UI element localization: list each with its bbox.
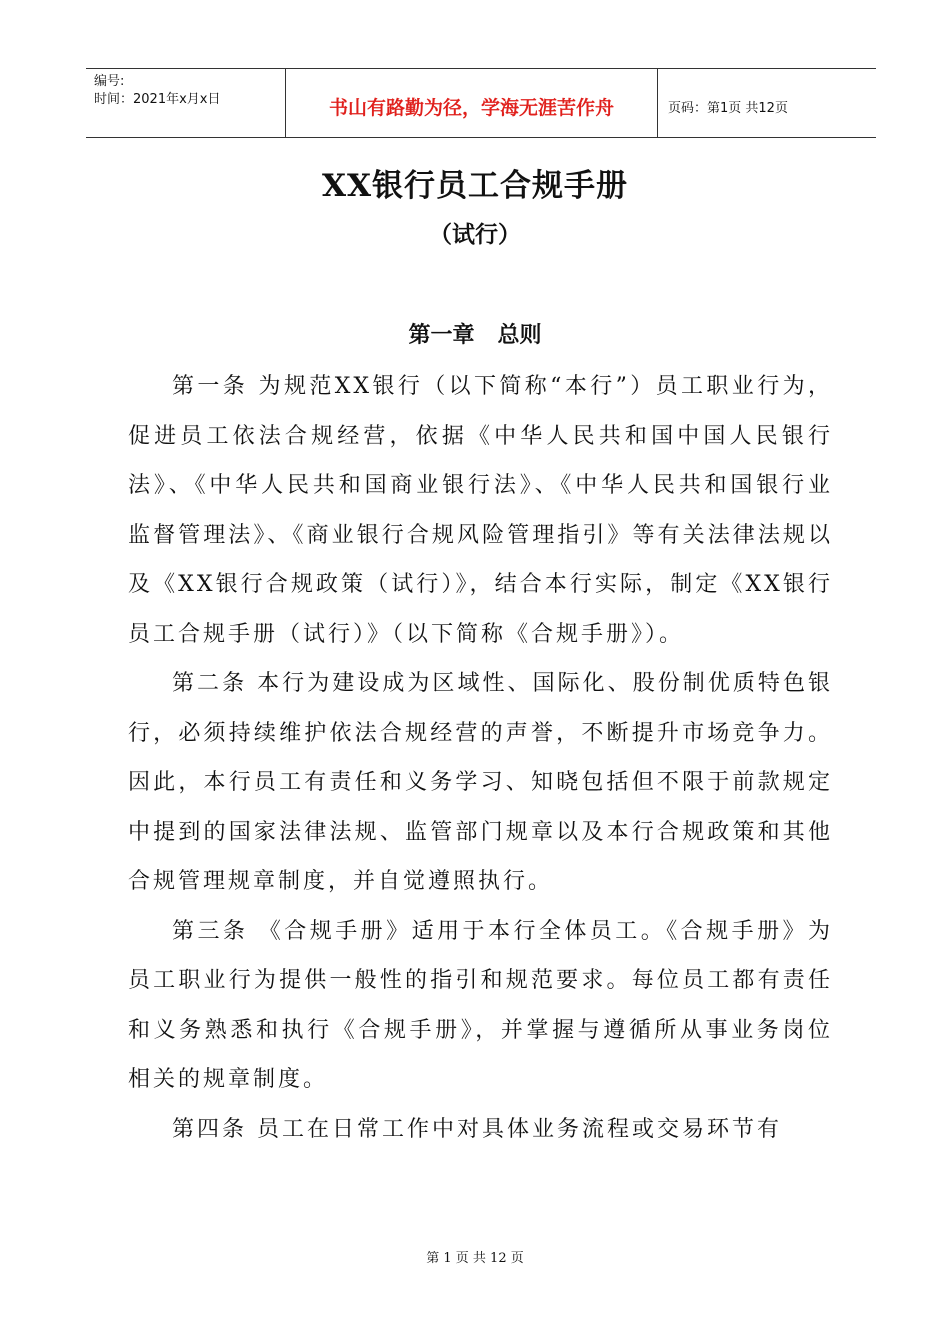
page-footer: 第 1 页 共 12 页	[426, 1251, 524, 1266]
document-title: XX银行员工合规手册	[321, 168, 629, 204]
article-1: 第一条 为规范XX银行（以下简称“本行”）员工职业行为，促进员工依法合规经营，依据《中华人民共和国中国人民银行法》、《中华人民共和国商业银行法》、《中华人民共和国银行业监督管理法》、《商业银行合规风险管理指引》等有关法律法规以及《XX银行合规政策（试行）》，结合本行实际，制定《XX银行员工合规手册（试行）》（以下简称《合规手册》）。	[128, 374, 833, 647]
header-page-info: 页码：第1页 共12页	[668, 100, 788, 116]
number-label: 编号:	[94, 74, 125, 89]
document-body	[128, 362, 833, 1154]
time-label: 时间：2021年x月x日	[94, 92, 221, 107]
article-4: 第四条 员工在日常工作中对具体业务流程或交易环节有	[172, 1116, 782, 1142]
header-motto: 书山有路勤为径，学海无涯苦作舟	[286, 69, 658, 137]
page-header	[86, 68, 876, 138]
chapter-heading: 第一章 总则	[408, 322, 542, 348]
article-3: 第三条 《合规手册》适用于本行全体员工。《合规手册》为员工职业行为提供一般性的指引和规范要求。每位员工都有责任和义务熟悉和执行《合规手册》，并掌握与遵循所从事业务岗位相关的规章制度。	[128, 918, 833, 1092]
article-2: 第二条 本行为建设成为区域性、国际化、股份制优质特色银行，必须持续维护依法合规经营的声誉，不断提升市场竞争力。因此，本行员工有责任和义务学习、知晓包括但不限于前款规定中提到的国家法律法规、监管部门规章以及本行合规政策和其他合规管理规章制度，并自觉遵照执行。	[128, 671, 833, 894]
document-subtitle: （试行）	[429, 221, 521, 248]
header-meta	[86, 69, 286, 137]
